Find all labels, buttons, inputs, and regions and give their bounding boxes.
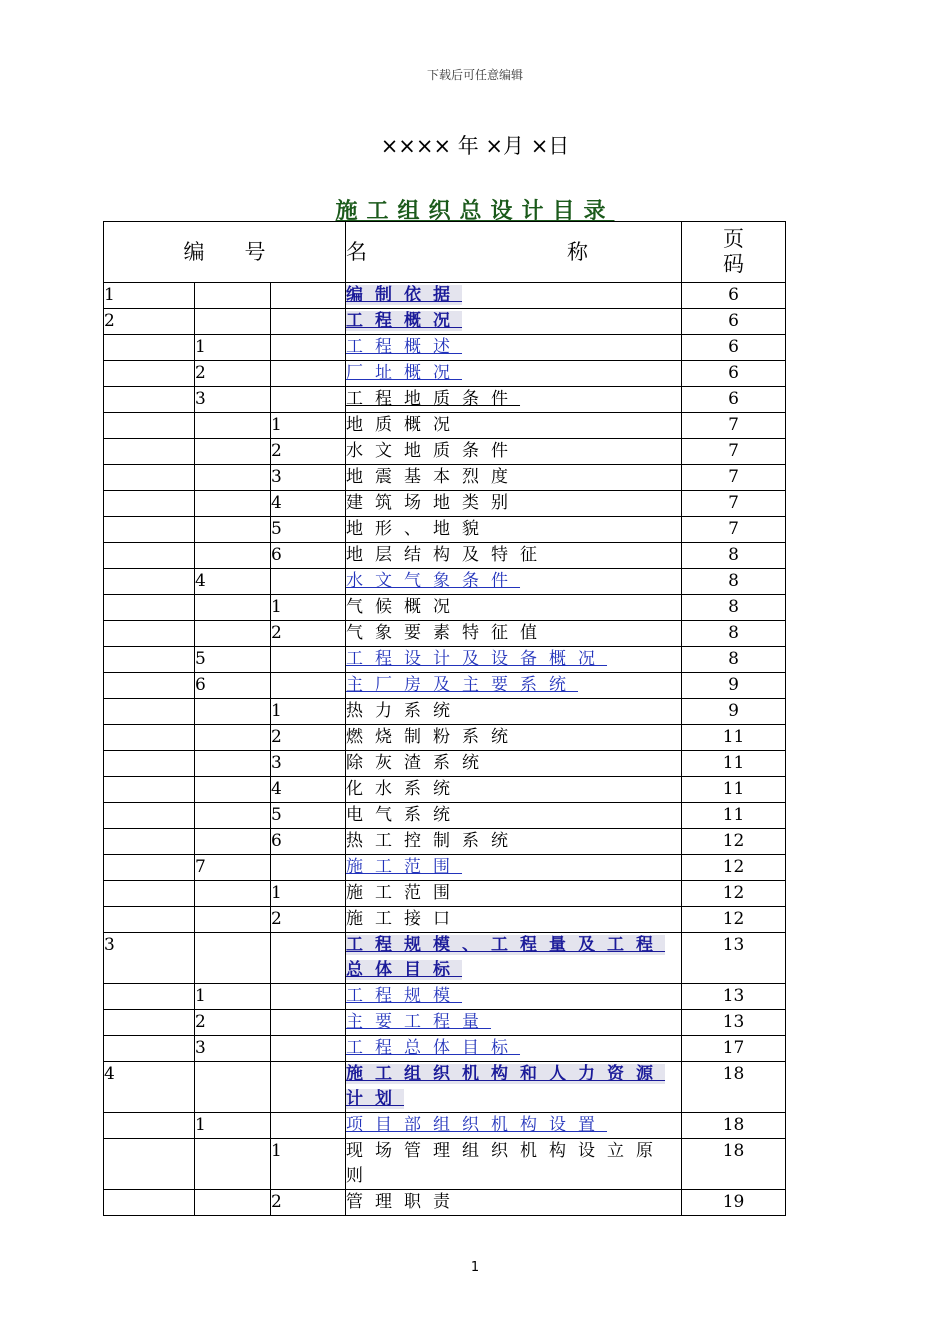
level2-number [195,725,271,751]
toc-entry-page: 6 [682,361,786,387]
toc-entry-text: 施工范围 [346,883,463,903]
toc-entry-name[interactable] [346,1113,682,1139]
table-row [104,647,786,673]
table-row [104,1010,786,1036]
toc-entry-name [346,491,682,517]
level2-number [195,413,271,439]
toc-entry-page: 11 [682,803,786,829]
toc-entry-name [346,621,682,647]
toc-entry-name [346,829,682,855]
toc-entry-text: 气候概况 [346,597,463,617]
toc-entry-name [346,699,682,725]
toc-entry-text: 地形、地貌 [346,519,492,539]
level1-number [104,491,195,517]
toc-entry-link[interactable]: 水文气象条件 [346,571,521,591]
level2-number [195,1139,271,1190]
toc-entry-page: 8 [682,595,786,621]
level3-number [271,1062,346,1113]
toc-entry-page: 13 [682,984,786,1010]
level3-number: 2 [271,1190,346,1216]
toc-entry-page: 7 [682,439,786,465]
toc-entry-page: 6 [682,335,786,361]
level1-number: 3 [104,933,195,984]
table-row [104,1190,786,1216]
level3-number [271,335,346,361]
level1-number [104,517,195,543]
toc-entry-name[interactable] [346,309,682,335]
level3-number: 3 [271,465,346,491]
toc-entry-link[interactable]: 工程总体目标 [346,1038,521,1058]
toc-entry-name[interactable] [346,984,682,1010]
toc-entry-page: 9 [682,699,786,725]
toc-entry-link[interactable]: 工程设计及设备概况 [346,649,608,669]
level1-number [104,984,195,1010]
page-number: 1 [470,1260,480,1275]
level1-number [104,829,195,855]
level1-number [104,907,195,933]
table-row [104,465,786,491]
table-row [104,699,786,725]
level2-number: 4 [195,569,271,595]
toc-entry-name[interactable] [346,283,682,309]
table-row [104,413,786,439]
table-row [104,621,786,647]
level2-number [195,517,271,543]
level2-number [195,907,271,933]
toc-entry-name[interactable] [346,1036,682,1062]
level3-number: 6 [271,829,346,855]
toc-entry-text: 地震基本烈度 [346,467,521,487]
level2-number [195,1062,271,1113]
level2-number: 6 [195,673,271,699]
level3-number [271,283,346,309]
toc-entry-page: 7 [682,413,786,439]
level3-number: 2 [271,907,346,933]
toc-entry-name[interactable] [346,1010,682,1036]
level2-number [195,543,271,569]
level3-number [271,673,346,699]
level3-number: 4 [271,491,346,517]
level1-number: 4 [104,1062,195,1113]
level3-number: 5 [271,517,346,543]
level3-number: 1 [271,595,346,621]
toc-entry-page: 12 [682,907,786,933]
level1-number [104,1139,195,1190]
table-row [104,725,786,751]
level1-number [104,387,195,413]
toc-entry-page: 11 [682,725,786,751]
level1-number [104,881,195,907]
level1-number [104,465,195,491]
level2-number [195,933,271,984]
level1-number [104,699,195,725]
toc-entry-page: 13 [682,933,786,984]
toc-entry-name [346,413,682,439]
table-row [104,569,786,595]
toc-entry-page: 11 [682,777,786,803]
toc-entry-page: 18 [682,1062,786,1113]
level1-number [104,569,195,595]
toc-entry-text: 气象要素特征值 [346,623,550,643]
level1-number [104,361,195,387]
level1-number [104,335,195,361]
level1-number [104,543,195,569]
level1-number [104,751,195,777]
level2-number: 1 [195,1113,271,1139]
toc-entry-page: 8 [682,569,786,595]
toc-entry-link[interactable]: 施工范围 [346,857,463,877]
table-row [104,595,786,621]
table-row [104,1036,786,1062]
toc-body [104,283,786,1216]
toc-entry-text: 地质概况 [346,415,463,435]
toc-entry-text: 工程地质条件 [346,389,521,409]
level3-number: 2 [271,439,346,465]
level3-number: 1 [271,881,346,907]
toc-entry-page: 8 [682,647,786,673]
level3-number: 4 [271,777,346,803]
level2-number [195,621,271,647]
level1-number [104,777,195,803]
level3-number [271,387,346,413]
toc-entry-name[interactable] [346,1062,682,1113]
level3-number: 3 [271,751,346,777]
toc-entry-text: 燃烧制粉系统 [346,727,521,747]
col-page-b: 码 [723,252,745,276]
table-row [104,933,786,984]
level2-number [195,777,271,803]
toc-entry-text: 热力系统 [346,701,463,721]
level2-number [195,751,271,777]
toc-entry-link[interactable]: 主厂房及主要系统 [346,675,579,695]
toc-entry-name[interactable] [346,855,682,881]
toc-entry-text: 化水系统 [346,779,463,799]
level2-number: 7 [195,855,271,881]
toc-entry-text: 电气系统 [346,805,463,825]
level1-number: 2 [104,309,195,335]
table-row [104,335,786,361]
table-row [104,907,786,933]
toc-entry-text: 水文地质条件 [346,441,521,461]
toc-entry-name [346,1139,682,1190]
level3-number [271,309,346,335]
level1-number [104,1036,195,1062]
toc-entry-link[interactable]: 工程概述 [346,337,463,357]
table-row [104,491,786,517]
level3-number [271,984,346,1010]
toc-entry-link[interactable]: 工程概况 [346,311,463,331]
level2-number [195,881,271,907]
level1-number [104,803,195,829]
table-row [104,543,786,569]
toc-entry-text: 除灰渣系统 [346,753,492,773]
level2-number [195,829,271,855]
table-row [104,1113,786,1139]
toc-entry-page: 18 [682,1139,786,1190]
table-row [104,283,786,309]
toc-entry-text: 管理职责 [346,1192,463,1212]
level1-number [104,1010,195,1036]
toc-entry-name[interactable] [346,361,682,387]
header-note: 下载后可任意编辑 [426,68,523,82]
level1-number [104,647,195,673]
toc-entry-page: 12 [682,855,786,881]
table-row [104,439,786,465]
level3-number: 1 [271,1139,346,1190]
toc-entry-page: 6 [682,309,786,335]
level1-number [104,725,195,751]
level1-number [104,413,195,439]
level2-number [195,491,271,517]
level2-number: 3 [195,387,271,413]
level2-number [195,1190,271,1216]
toc-entry-page: 12 [682,829,786,855]
table-row [104,361,786,387]
toc-entry-page: 6 [682,283,786,309]
toc-entry-page: 18 [682,1113,786,1139]
toc-entry-name [346,725,682,751]
toc-entry-name [346,439,682,465]
toc-entry-link[interactable]: 编制依据 [346,285,463,305]
level2-number [195,595,271,621]
toc-entry-link[interactable]: 厂址概况 [346,363,463,383]
toc-entry-page: 8 [682,543,786,569]
toc-entry-link[interactable]: 项目部组织机构设置 [346,1115,608,1135]
toc-entry-name [346,465,682,491]
level1-number [104,621,195,647]
level3-number: 6 [271,543,346,569]
level1-number [104,1113,195,1139]
toc-entry-name [346,803,682,829]
level1-number [104,1190,195,1216]
col-name-b: 称 [567,239,589,264]
toc-entry-page: 7 [682,517,786,543]
table-row [104,517,786,543]
toc-entry-name [346,881,682,907]
level2-number [195,465,271,491]
toc-entry-text: 现场管理组织机构设立原则 [346,1141,666,1186]
level3-number: 1 [271,699,346,725]
toc-entry-name[interactable] [346,673,682,699]
level2-number: 2 [195,1010,271,1036]
toc-title-text: 施工组织总设计目录 [335,198,615,224]
level1-number [104,595,195,621]
toc-entry-link[interactable]: 主要工程量 [346,1012,492,1032]
table-row [104,855,786,881]
table-row [104,803,786,829]
level3-number: 2 [271,621,346,647]
level3-number: 2 [271,725,346,751]
col-page-header [682,222,786,283]
level2-number [195,699,271,725]
toc-entry-name[interactable] [346,933,682,984]
toc-entry-text: 热工控制系统 [346,831,521,851]
level3-number: 1 [271,413,346,439]
toc-entry-name [346,907,682,933]
level2-number: 5 [195,647,271,673]
toc-entry-text: 施工接口 [346,909,463,929]
toc-header-row [104,222,786,283]
level2-number: 1 [195,335,271,361]
toc-entry-text: 地层结构及特征 [346,545,550,565]
toc-entry-link[interactable]: 工程规模、工程量及工程总体目标 [346,935,666,980]
toc-entry-name [346,595,682,621]
level2-number: 1 [195,984,271,1010]
table-row [104,309,786,335]
toc-entry-name [346,517,682,543]
toc-entry-page: 6 [682,387,786,413]
toc-entry-page: 19 [682,1190,786,1216]
level2-number [195,309,271,335]
toc-entry-name[interactable] [346,335,682,361]
toc-entry-page: 7 [682,491,786,517]
col-name-header [346,222,682,283]
table-row [104,984,786,1010]
table-row [104,673,786,699]
level3-number [271,1010,346,1036]
toc-entry-text: 建筑场地类别 [346,493,521,513]
table-row [104,1139,786,1190]
toc-entry-page: 8 [682,621,786,647]
toc-entry-page: 17 [682,1036,786,1062]
toc-entry-link[interactable]: 工程规模 [346,986,463,1006]
toc-entry-name [346,387,682,413]
toc-entry-name [346,751,682,777]
level3-number [271,647,346,673]
level2-number [195,283,271,309]
toc-entry-page: 7 [682,465,786,491]
level3-number [271,361,346,387]
toc-entry-page: 12 [682,881,786,907]
date-line: ×××× 年 ×月 ×日 [380,134,570,158]
level3-number [271,1036,346,1062]
table-row [104,751,786,777]
level2-number [195,803,271,829]
toc-entry-page: 13 [682,1010,786,1036]
level1-number [104,439,195,465]
toc-entry-link[interactable]: 施工组织机构和人力资源计划 [346,1064,666,1109]
level3-number: 5 [271,803,346,829]
col-name-a: 名 [346,239,368,264]
table-row [104,387,786,413]
toc-entry-name[interactable] [346,569,682,595]
toc-entry-name[interactable] [346,647,682,673]
level3-number [271,1113,346,1139]
col-page-a: 页 [723,227,745,251]
level1-number [104,673,195,699]
level1-number [104,855,195,881]
table-row [104,1062,786,1113]
level2-number: 3 [195,1036,271,1062]
level2-number: 2 [195,361,271,387]
toc-entry-name [346,1190,682,1216]
level3-number [271,569,346,595]
table-row [104,829,786,855]
level3-number [271,933,346,984]
toc-entry-page: 9 [682,673,786,699]
level2-number [195,439,271,465]
toc-entry-page: 11 [682,751,786,777]
table-row [104,777,786,803]
toc-entry-name [346,543,682,569]
toc-entry-name [346,777,682,803]
level3-number [271,855,346,881]
table-row [104,881,786,907]
level1-number: 1 [104,283,195,309]
toc-table [103,221,786,1216]
col-number-header: 编号 [104,222,346,283]
